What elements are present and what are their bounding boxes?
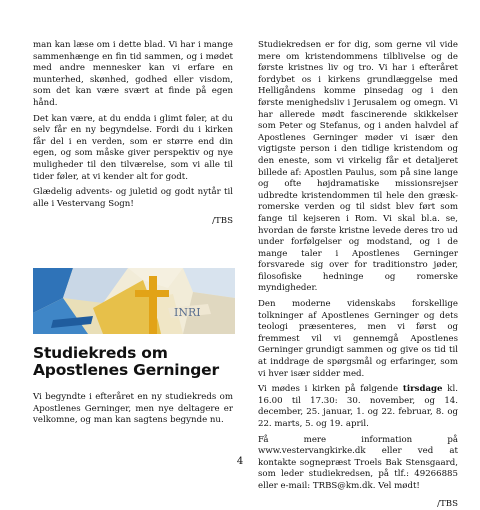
schedule-suffix: kl. 16.00 til 17.30: 30. november, og 14. december, 25. januar, 1. og 22. februar, 8. og 22. marts, 5. og 19. april. [258, 384, 458, 429]
left-column [33, 40, 233, 228]
left-paragraph-2: Det kan være, at du endda i glimt føler, at du selv får en ny begyndelse. Fordi du i kirken får del i en verden, som er større end din egen, og som måske giver perspektiv og nye muligheder til den tilværelse, som vi alle til tider føler, at vi kender alt for godt. [33, 113, 233, 182]
right-paragraph-2: Den moderne videnskabs forskellige tolkninger af Apostlenes Gerninger og dets teologi præsenteres, men vi først og fremmest vil vi gennemgå Apostlenes Gerninger grundigt sammen og give os tid til at inddrage de spørgsmål og erfaringer, som vi hver især sidder med. [258, 299, 458, 379]
schedule-paragraph [258, 384, 458, 430]
article-intro-block [33, 392, 233, 431]
right-paragraph-1: Studiekredsen er for dig, som gerne vil vide mere om kristendommens tilblivelse og de første kristnes liv og tro. Vi har i efteråret fordybet os i kirkens grundlæggelse med Helligåndens komme pinsedag og i den første menighedsliv i Jerusalem og omegn. Vi har allerede mødt fascinerende skikkelser som Peter og Stefanus, og i anden halvdel af Apostlenes Gerninger møder vi især den vigtigste person i den tidlige kristendom og den eneste, som vi virkelig får et detaljeret billede af: Apostlen Paulus, som på sine lange og ofte højdramatiske missionsrejser udbredte kristendommen til hele den græsk-romerske verden og til sidst blev ført som fange til kejseren i Rom. Vi skal bl.a. se, hvordan de første kristne levede deres tro ud under forfølgelser og modstand, og i de mange taler i Apostlenes Gerninger forsvarede sig over for traditionstro jøder, filosofiske hedninge og romerske myndigheder. [258, 40, 458, 294]
left-signature: /TBS [212, 216, 233, 227]
contact-paragraph: Få mere information på www.vestervangkirke.dk eller ved at kontakte sognepræst Troels Bak Stensgaard, som leder studiekredsen, på tlf.: 49266885 eller e-mail: TRBS@km.dk. Vel mødt! [258, 434, 458, 491]
article-title: Studiekreds om Apostlenes Gerninger [33, 344, 219, 379]
page-number: 4 [236, 456, 244, 467]
right-signature: /TBS [437, 498, 458, 509]
inri-inscription: INRI [174, 306, 201, 319]
right-column [258, 40, 458, 510]
left-paragraph-3: Glædelig advents- og juletid og godt nytår til alle i Vestervang Sogn! [33, 187, 233, 209]
schedule-day: tirsdage [402, 384, 443, 395]
schedule-prefix: Vi mødes i kirken på følgende [258, 384, 403, 395]
crucifix-painting-image [33, 268, 235, 334]
article-intro: Vi begyndte i efteråret en ny studiekreds om Apostlenes Gerninger, men nye deltagere er velkomne, og man kan sagtens begynde nu. [33, 392, 233, 426]
left-paragraph-1: man kan læse om i dette blad. Vi har i mange sammenhænge en fin tid sammen, og i mødet med andre mennesker kan vi erfare en munterhed, skønhed, godhed eller visdom, som det kan være svært at finde på egen hånd. [33, 40, 233, 108]
